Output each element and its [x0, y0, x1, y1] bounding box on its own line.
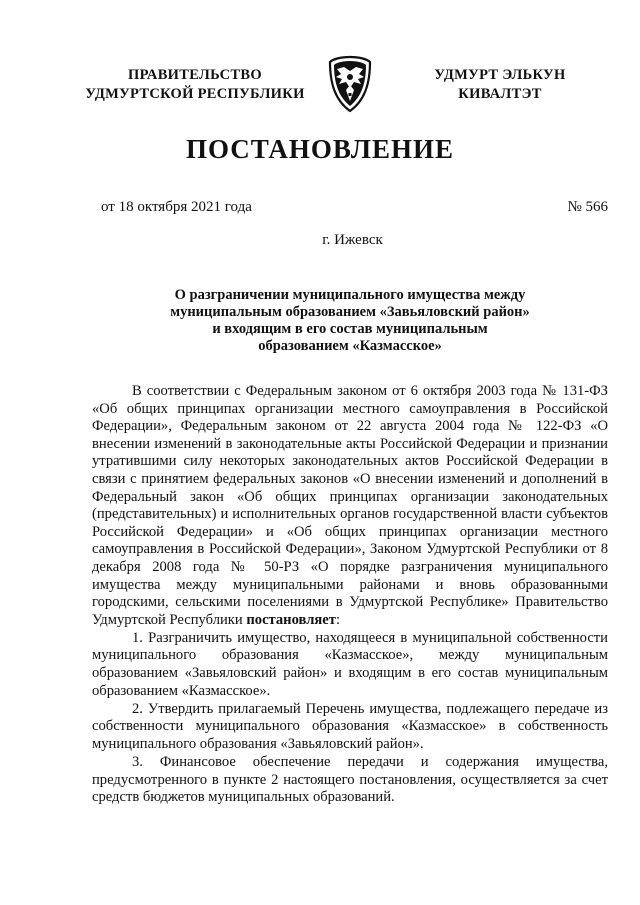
document-subject [130, 287, 570, 355]
decree-colon: : [335, 611, 341, 628]
point-3: 3. Финансовое обеспечение передачи и содержания имущества, предусмотренного в пункте 2 настоящего постановления, осуществляется за счет средств бюджетов муниципальных образований. [92, 753, 608, 806]
subject-line4: образованием «Казмасское» [258, 338, 442, 354]
preamble-paragraph [92, 383, 608, 629]
preamble-text: В соответствии с Федеральным законом от 6 октября 2003 года № 131-ФЗ «Об общих принципах организации местного самоуправления в Российской Федерации», Федеральным законом от 22 августа 2004 года № 122-ФЗ «О внесении изменений в законодательные акты Российской Федерации и признании утратившими силу некоторых законодательных актов Российской Федерации в связи с принятием федеральных законов «О внесении изменений и дополнений в Федеральный закон «Об общих принципах организации законодательных (представительных) и исполнительных органов государственной власти субъектов Российской Федерации» и «Об общих принципах организации местного самоуправления в Российской Федерации», Законом Удмуртской Республики от 8 декабря 2008 года № 50-РЗ «О порядке разграничения муниципального имущества между муниципальными районами и вновь образованными городскими, сельскими поселениями в Удмуртской Республике» Правительство Удмуртской Республики [92, 383, 608, 628]
subject-line2: муниципальным образованием «Завьяловский район» [170, 304, 530, 320]
issuer-udm-line1: УДМУРТ ЭЛЬКУН [434, 67, 566, 83]
udmurtia-coat-of-arms-icon [327, 55, 373, 113]
subject-line1: О разграничении муниципального имущества между [174, 287, 526, 303]
issuer-ru-line2: УДМУРТСКОЙ РЕСПУБЛИКИ [85, 86, 305, 102]
document-title: ПОСТАНОВЛЕНИЕ [185, 134, 455, 164]
decree-word: постановляет [246, 611, 336, 628]
point-1: 1. Разграничить имущество, находящееся в муниципальной собственности муниципального образования «Казмасское», между муниципальным образованием «Завьяловский район» и входящим в его состав муниципальным образованием «Казмасское». [92, 629, 608, 699]
issuer-udm-line2: КИВАЛТЭТ [458, 86, 542, 102]
issuer-ru-line1: ПРАВИТЕЛЬСТВО [128, 67, 262, 83]
document-date: от 18 октября 2021 года [101, 199, 252, 215]
document-number: № 566 [567, 199, 608, 215]
subject-line3: и входящим в его состав муниципальным [212, 321, 488, 337]
issuer-udm [410, 66, 590, 104]
document-city: г. Ижевск [322, 232, 383, 248]
document-body [92, 383, 608, 807]
point-2: 2. Утвердить прилагаемый Перечень имущества, подлежащего передаче из собственности муниципального образования «Казмасское» в собственность муниципального образования «Завьяловский район». [92, 700, 608, 752]
issuer-ru [80, 66, 310, 104]
